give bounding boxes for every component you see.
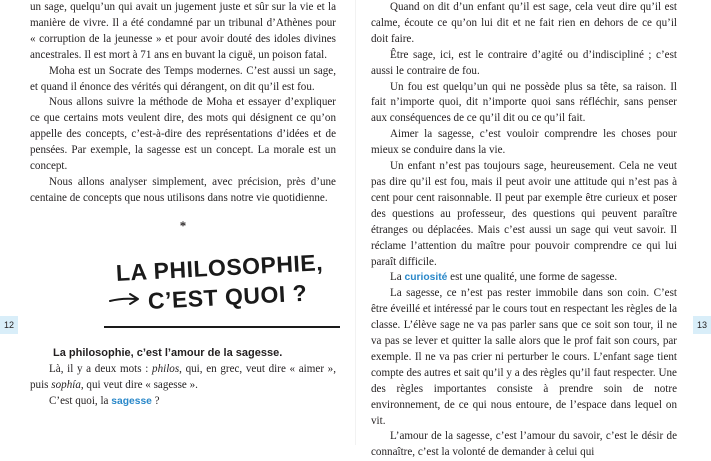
chapter-title xyxy=(30,248,336,346)
page-number-right: 13 xyxy=(693,316,711,334)
chapter-title-line-1: LA PHILOSOPHIE, xyxy=(115,248,324,286)
paragraph: Moha est un Socrate des Temps modernes. C’est aussi un sage, et quand il énonce des vérités qui dérangent, on dit qu’il est fou. xyxy=(30,64,336,93)
paragraph: Un enfant n’est pas toujours sage, heureusement. Cela ne veut pas dire qu’il est fou, mais il peut avoir une attitude qui n’est pas à cent pour cent raisonnable. Il peut par exemple être curieux et poser des questions au professeur, des questions qui peuvent paraître étranges ou déplacées. Mais c’est aussi un sage qui veut savoir. Il réclame l’attention du maître pour pouvoir comprendre ce qui lui paraît difficile. xyxy=(371,160,677,268)
paragraph: Quand on dit d’un enfant qu’il est sage, cela veut dire qu’il est calme, écoute ce qu’on lui dit et ne fait rien en dehors de ce qu’il doit faire. xyxy=(371,1,677,45)
paragraph: La curiosité est une qualité, une forme de sagesse. xyxy=(390,271,618,284)
title-underline xyxy=(104,326,340,328)
paragraph: Être sage, ici, est le contraire d’agité ou d’indiscipliné ; c’est aussi le contraire de fou. xyxy=(371,48,677,77)
paragraph: Aimer la sagesse, c’est vouloir comprendre les choses pour mieux se conduire dans la vie. xyxy=(371,128,677,157)
left-page xyxy=(30,0,336,445)
keyword-link[interactable]: sagesse xyxy=(111,395,152,407)
section-subheading: La philosophie, c’est l’amour de la sagesse. xyxy=(53,346,283,359)
chapter-title-line-2: C’EST QUOI ? xyxy=(147,279,308,314)
section-separator: * xyxy=(179,217,187,233)
paragraph: C’est quoi, la sagesse ? xyxy=(49,394,160,407)
paragraph: Nous allons suivre la méthode de Moha et essayer d’expliquer ce que certains mots veulent dire, des mots qui désignent ce qu’on appelle des concepts, c’est-à-dire des représentations d’idées et de pensées. Par exemple, la sagesse est un concept. La morale est un concept. xyxy=(30,96,336,173)
paragraph: Nous allons analyser simplement, avec précision, près d’une centaine de concepts que nous utilisons dans notre vie quotidienne. xyxy=(30,175,336,204)
book-spine xyxy=(355,0,356,445)
paragraph: Là, il y a deux mots : philos, qui, en grec, veut dire « aimer », puis sophía, qui veut dire « sagesse ». xyxy=(30,362,337,391)
paragraph: un sage, quelqu’un qui avait un jugement juste et sûr sur la vie et la manière de vivre. Il a été condamné par un tribunal d’Athènes pour « corruption de la jeunesse » et pour avoir douté des idoles divines ancestrales. Il est mort à 71 ans en buvant la ciguë, un poison fatal. xyxy=(30,1,336,61)
greek-word-philos: philos xyxy=(152,362,180,375)
paragraph: La sagesse, ce n’est pas rester immobile dans son coin. C’est être éveillé et intéressé par le cours tout en respectant les règles de la classe. L’élève sage ne va pas parler sans que ce soit son tour, il ne va pas se lever et quitter la salle alors que le prof fait son cours, par exemple. Il ne va pas crier ni perturber le cours. L’enfant sage tient compte des autres et sait qu’il y a des règles qu’il faut respecter. Une des règles importantes consiste à prendre soin de notre environnement, de ce qui nous entoure, de l’espace dans lequel on vit. xyxy=(371,287,677,427)
paragraph: L’amour de la sagesse, c’est l’amour du savoir, c’est le désir de connaître, c’est la volonté de demander à celui qui xyxy=(371,430,677,459)
greek-word-sophia: sophía xyxy=(51,378,81,391)
arrow-icon xyxy=(108,290,142,308)
paragraph: Un fou est quelqu’un qui ne possède plus sa tête, sa raison. Il fait n’importe quoi, dit n’importe quoi sans réfléchir, sans penser aux conséquences de ce qu’il dit ou ce qu’il fait. xyxy=(371,80,677,125)
right-page xyxy=(371,0,677,459)
page-number-left: 12 xyxy=(0,316,18,334)
keyword-link[interactable]: curiosité xyxy=(404,272,448,284)
